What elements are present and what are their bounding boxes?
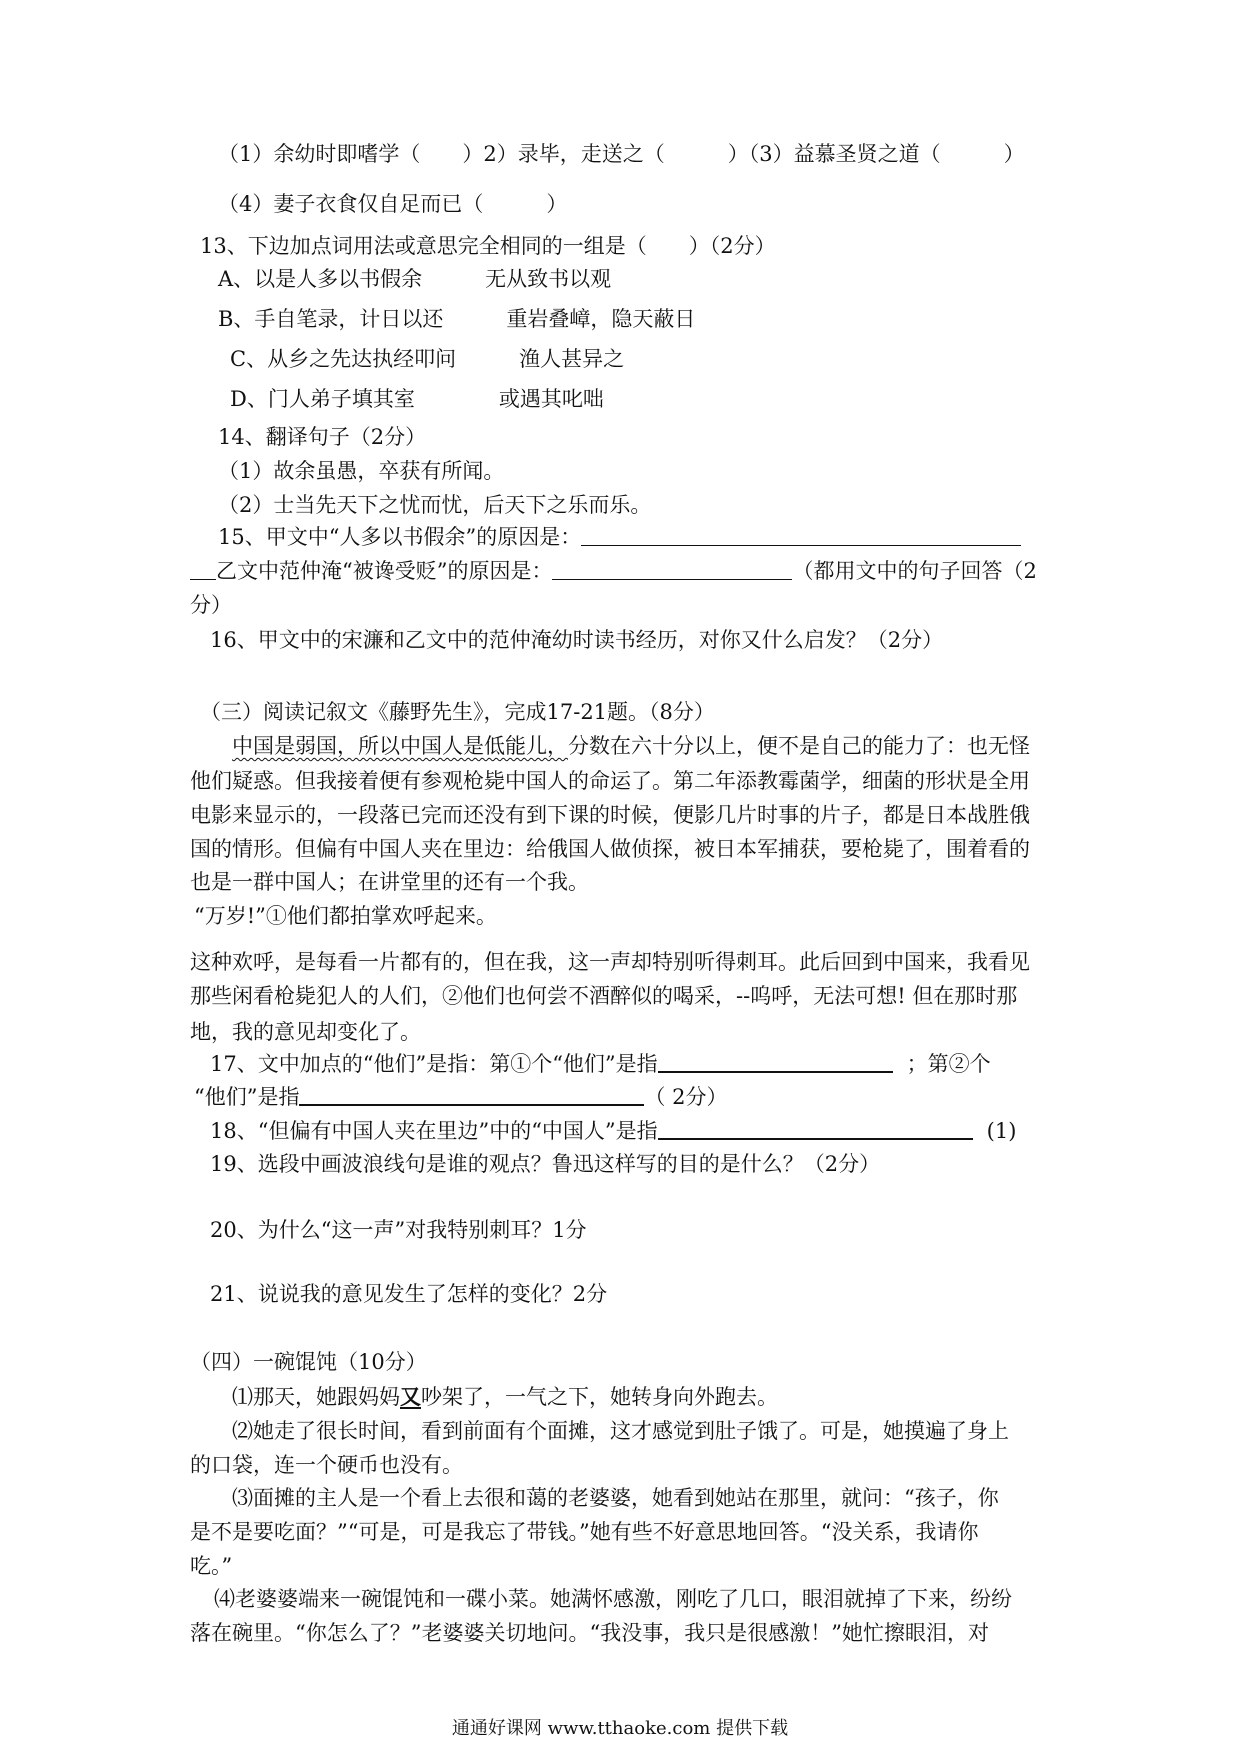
q18-line	[210, 1117, 1016, 1145]
q14-item-1: （1）故余虽愚，卒获有所闻。	[218, 459, 505, 483]
q15-answer-blank-3[interactable]	[552, 559, 792, 580]
q18-part-a: 18、“但偏有中国人夹在里边”中的“中国人”是指	[210, 1119, 658, 1143]
q15-part1: 15、甲文中“人多以书假余”的原因是：	[218, 525, 582, 549]
q16-question: 16、甲文中的宋濂和乙文中的范仲淹幼时读书经历，对你又什么启发？（2分）	[210, 628, 944, 652]
q15-line-3: 分）	[190, 593, 232, 617]
section3-p1-line: 也是一群中国人；在讲堂里的还有一个我。	[190, 870, 589, 894]
q14-stem: 14、翻译句子（2分）	[218, 425, 427, 449]
q17-part-b: ；第②个	[906, 1052, 991, 1076]
q13-option-a: A、以是人多以书假余 无从致书以观	[218, 267, 612, 291]
q12-line-2: （4）妻子衣食仅自足而已（ ）	[218, 192, 568, 216]
p1-emphasized-word: 又	[400, 1384, 421, 1409]
q12-line-1: （1）余幼时即嗜学（ ）2）录毕，走送之（ ）（3）益慕圣贤之道（ ）	[218, 142, 1025, 166]
q17-line-1	[210, 1050, 991, 1078]
q13-option-b: B、手自笔录，计日以还 重岩叠嶂，隐天蔽日	[218, 307, 696, 331]
q17-part-d: （ 2分）	[644, 1085, 728, 1109]
q13-option-d: D、门人弟子填其室 或遇其叱咄	[230, 387, 604, 411]
section3-p3-line: 那些闲看枪毙犯人的人们，②他们也何尝不酒醉似的喝采，--呜呼，无法可想! 但在那时那	[190, 984, 1018, 1008]
q15-answer-blank-1[interactable]	[581, 525, 1021, 546]
section4-p1	[232, 1383, 778, 1411]
q17-part-c: “他们”是指	[194, 1085, 300, 1109]
q20-question: 20、为什么“这一声”对我特别刺耳？1分	[210, 1218, 587, 1242]
p1-text-a: ⑴那天，她跟妈妈	[232, 1385, 400, 1409]
section4-p4-line: 落在碗里。“你怎么了？”老婆婆关切地问。“我没事，我只是很感激！”她忙擦眼泪，对	[190, 1621, 989, 1645]
section4-p4-line: ⑷老婆婆端来一碗馄饨和一碟小菜。她满怀感激，刚吃了几口，眼泪就掉了下来，纷纷	[214, 1587, 1012, 1611]
q15-line-1	[218, 523, 1021, 551]
p1-first-line-rest: 分数在六十分以上，便不是自己的能力了：也无怪	[568, 734, 1030, 758]
section3-p1-line: 国的情形。但偏有中国人夹在里边：给俄国人做侦探，被日本军捕获，要枪毙了，围着看的	[190, 837, 1030, 861]
section3-p1-line: 他们疑惑。但我接着便有参观枪毙中国人的命运了。第二年添教霉菌学，细菌的形状是全用	[190, 769, 1030, 793]
q19-question: 19、选段中画波浪线句是谁的观点？鲁迅这样写的目的是什么？（2分）	[210, 1152, 881, 1176]
section4-p3-line: ⑶面摊的主人是一个看上去很和蔼的老婆婆，她看到她站在那里，就问：“孩子，你	[232, 1486, 999, 1510]
q17-answer-blank-2[interactable]	[299, 1084, 644, 1106]
q15-line-2	[190, 557, 1037, 585]
section4-p3-line: 是不是要吃面？”“可是，可是我忘了带钱。”她有些不好意思地回答。“没关系，我请你	[190, 1520, 979, 1544]
p1-text-c: 吵架了，一气之下，她转身向外跑去。	[421, 1385, 778, 1409]
q17-line-2	[194, 1083, 728, 1111]
q18-answer-blank[interactable]	[658, 1118, 973, 1140]
section3-heading: （三）阅读记叙文《藤野先生》，完成17-21题。（8分）	[200, 700, 715, 724]
section3-p2: “万岁!”①他们都拍掌欢呼起来。	[194, 904, 497, 928]
q15-part2-suffix: （都用文中的句子回答（2	[792, 559, 1037, 583]
section3-p3-line: 地，我的意见却变化了。	[190, 1020, 421, 1044]
q17-answer-blank-1[interactable]	[658, 1051, 893, 1073]
section3-p1-line: 电影来显示的，一段落已完而还没有到下课的时候，便影几片时事的片子，都是日本战胜俄	[190, 803, 1030, 827]
page-footer: 通通好课网 www.tthaoke.com 提供下载	[451, 1718, 789, 1739]
section4-p2-line: ⑵她走了很长时间，看到前面有个面摊，这才感觉到肚子饿了。可是，她摸遍了身上	[232, 1419, 1009, 1443]
wavy-underlined-sentence: 中国是弱国，所以中国人是低能儿，	[232, 734, 568, 758]
q17-part-a: 17、文中加点的“他们”是指：第①个“他们”是指	[210, 1052, 658, 1076]
q18-part-b: (1)	[986, 1119, 1017, 1143]
section3-p3-line: 这种欢呼，是每看一片都有的，但在我，这一声却特别听得刺耳。此后回到中国来，我看见	[190, 950, 1030, 974]
section3-p1-first-line	[232, 732, 1030, 760]
q15-part2-prefix: 乙文中范仲淹“被谗受贬”的原因是：	[216, 559, 553, 583]
q13-stem: 13、下边加点词用法或意思完全相同的一组是（ ）（2分）	[200, 234, 776, 258]
section4-heading: （四）一碗馄饨（10分）	[190, 1350, 427, 1374]
q13-option-c: C、从乡之先达执经叩问 渔人甚异之	[230, 347, 625, 371]
q15-answer-blank-2[interactable]	[190, 559, 216, 580]
q14-item-2: （2）士当先天下之忧而忧，后天下之乐而乐。	[218, 493, 652, 517]
section4-p2-line: 的口袋，连一个硬币也没有。	[190, 1453, 463, 1477]
section4-p3-line: 吃。”	[190, 1554, 233, 1578]
q21-question: 21、说说我的意见发生了怎样的变化？2分	[210, 1282, 608, 1306]
